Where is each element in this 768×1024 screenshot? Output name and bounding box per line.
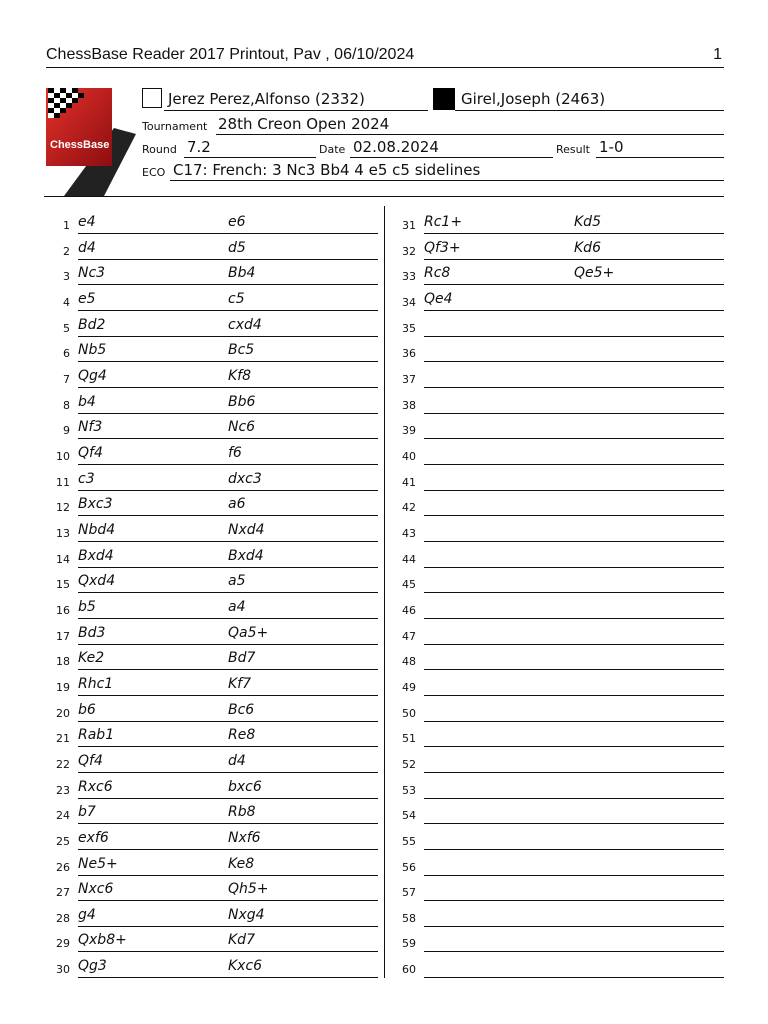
move-underline bbox=[78, 541, 378, 542]
column-divider bbox=[384, 206, 385, 978]
move-underline bbox=[78, 464, 378, 465]
white-move: g4 bbox=[78, 906, 96, 923]
move-number: 4 bbox=[63, 295, 70, 309]
move-row bbox=[48, 240, 378, 266]
move-underline bbox=[424, 875, 724, 876]
move-underline bbox=[424, 977, 724, 978]
white-move: Bd2 bbox=[78, 316, 106, 333]
move-underline bbox=[78, 284, 378, 285]
move-row bbox=[48, 907, 378, 933]
move-row bbox=[48, 214, 378, 240]
move-number: 22 bbox=[56, 757, 70, 771]
white-move: c3 bbox=[78, 470, 95, 487]
white-move: e5 bbox=[78, 290, 96, 307]
move-row bbox=[394, 573, 724, 599]
move-row bbox=[48, 958, 378, 984]
black-move: Bc6 bbox=[228, 701, 255, 718]
move-row bbox=[48, 265, 378, 291]
move-number: 2 bbox=[63, 244, 70, 258]
eco-value: C17: French: 3 Nc3 Bb4 4 e5 c5 sidelines bbox=[173, 161, 481, 179]
black-move: Kf7 bbox=[228, 675, 252, 692]
move-row bbox=[48, 932, 378, 958]
round-label: Round bbox=[142, 143, 177, 156]
move-row bbox=[394, 419, 724, 445]
white-player-line bbox=[164, 110, 428, 111]
tournament-label: Tournament bbox=[142, 120, 208, 133]
move-underline bbox=[424, 721, 724, 722]
move-number: 8 bbox=[63, 398, 70, 412]
move-row bbox=[394, 958, 724, 984]
black-move: Bb4 bbox=[228, 265, 256, 282]
move-underline bbox=[78, 592, 378, 593]
move-row bbox=[394, 240, 724, 266]
black-move: Re8 bbox=[228, 727, 256, 744]
move-underline bbox=[78, 567, 378, 568]
white-move: Ke2 bbox=[78, 650, 105, 667]
move-number: 37 bbox=[402, 372, 416, 386]
black-move: f6 bbox=[228, 444, 242, 461]
move-number: 23 bbox=[56, 783, 70, 797]
move-row bbox=[48, 317, 378, 343]
move-number: 53 bbox=[402, 783, 416, 797]
move-number: 24 bbox=[56, 809, 70, 823]
move-row bbox=[48, 779, 378, 805]
chessbase-logo bbox=[44, 86, 140, 198]
move-number: 49 bbox=[402, 680, 416, 694]
move-number: 46 bbox=[402, 603, 416, 617]
move-row bbox=[48, 342, 378, 368]
white-move: Rhc1 bbox=[78, 675, 114, 692]
move-underline bbox=[78, 233, 378, 234]
white-move: Qf4 bbox=[78, 444, 103, 461]
header-rule bbox=[46, 67, 724, 68]
move-row bbox=[394, 856, 724, 882]
white-move: Rab1 bbox=[78, 727, 115, 744]
move-underline bbox=[424, 541, 724, 542]
move-row bbox=[394, 368, 724, 394]
move-number: 3 bbox=[63, 270, 70, 284]
move-underline bbox=[78, 644, 378, 645]
black-move: Nxg4 bbox=[228, 906, 265, 923]
move-number: 5 bbox=[63, 321, 70, 335]
move-number: 31 bbox=[402, 219, 416, 232]
move-number: 6 bbox=[63, 347, 70, 361]
eco-line bbox=[170, 180, 724, 181]
move-underline bbox=[424, 464, 724, 465]
move-underline bbox=[78, 361, 378, 362]
date-label: Date bbox=[319, 143, 346, 156]
white-move: Nxc6 bbox=[78, 881, 114, 898]
date-value: 02.08.2024 bbox=[353, 138, 439, 156]
black-move: a5 bbox=[228, 573, 246, 590]
move-number: 29 bbox=[56, 937, 70, 951]
move-number: 44 bbox=[402, 552, 416, 566]
move-row bbox=[394, 265, 724, 291]
move-row bbox=[394, 779, 724, 805]
white-move: Qxb8+ bbox=[78, 932, 127, 949]
move-row bbox=[48, 830, 378, 856]
move-underline bbox=[78, 772, 378, 773]
white-piece-icon bbox=[142, 88, 162, 108]
move-number: 27 bbox=[56, 886, 70, 900]
move-row bbox=[394, 522, 724, 548]
move-number: 52 bbox=[402, 757, 416, 771]
move-underline bbox=[78, 951, 378, 952]
move-underline bbox=[424, 515, 724, 516]
white-move: Rc1+ bbox=[424, 214, 463, 230]
black-move: Qe5+ bbox=[574, 265, 615, 282]
round-value: 7.2 bbox=[187, 138, 211, 156]
move-row bbox=[48, 573, 378, 599]
move-underline bbox=[78, 413, 378, 414]
move-number: 1 bbox=[63, 219, 70, 232]
move-row bbox=[48, 522, 378, 548]
move-number: 18 bbox=[56, 655, 70, 669]
black-move: Nxf6 bbox=[228, 829, 261, 846]
move-row bbox=[48, 753, 378, 779]
round-line bbox=[184, 157, 316, 158]
white-move: Qxd4 bbox=[78, 573, 116, 590]
move-number: 57 bbox=[402, 886, 416, 900]
move-number: 32 bbox=[402, 244, 416, 258]
white-move: Bxd4 bbox=[78, 547, 114, 564]
move-underline bbox=[78, 823, 378, 824]
black-move: Nxd4 bbox=[228, 521, 265, 538]
move-underline bbox=[424, 926, 724, 927]
black-move: c5 bbox=[228, 290, 245, 307]
page-number: 1 bbox=[713, 46, 722, 63]
white-move: Qf3+ bbox=[424, 239, 461, 256]
black-move: Qh5+ bbox=[228, 881, 269, 898]
result-label: Result bbox=[556, 143, 590, 156]
black-move: cxd4 bbox=[228, 316, 262, 333]
move-number: 48 bbox=[402, 655, 416, 669]
move-underline bbox=[424, 669, 724, 670]
white-move: b7 bbox=[78, 804, 96, 821]
black-move: Nc6 bbox=[228, 419, 256, 436]
move-underline bbox=[424, 361, 724, 362]
tournament-line bbox=[216, 134, 724, 135]
move-number: 15 bbox=[56, 578, 70, 592]
move-number: 54 bbox=[402, 809, 416, 823]
white-move: b6 bbox=[78, 701, 96, 718]
white-move: Ne5+ bbox=[78, 855, 118, 872]
move-number: 50 bbox=[402, 706, 416, 720]
black-move: Bb6 bbox=[228, 393, 256, 410]
black-move: Kd6 bbox=[574, 239, 601, 256]
move-row bbox=[394, 317, 724, 343]
move-number: 21 bbox=[56, 732, 70, 746]
move-underline bbox=[424, 746, 724, 747]
white-move: Qg3 bbox=[78, 958, 107, 975]
move-number: 25 bbox=[56, 834, 70, 848]
move-row bbox=[48, 419, 378, 445]
move-row bbox=[394, 214, 724, 240]
move-underline bbox=[424, 438, 724, 439]
move-underline bbox=[424, 823, 724, 824]
move-number: 7 bbox=[63, 372, 70, 386]
move-row bbox=[394, 471, 724, 497]
move-number: 33 bbox=[402, 270, 416, 284]
move-underline bbox=[78, 438, 378, 439]
move-number: 28 bbox=[56, 911, 70, 925]
move-underline bbox=[78, 977, 378, 978]
white-move: Rc8 bbox=[424, 265, 451, 282]
move-underline bbox=[424, 798, 724, 799]
move-row bbox=[394, 342, 724, 368]
logo-text: ChessBase bbox=[50, 139, 110, 151]
move-row bbox=[48, 548, 378, 574]
move-row bbox=[48, 804, 378, 830]
white-move: b5 bbox=[78, 598, 96, 615]
black-player-name: Girel,Joseph (2463) bbox=[461, 90, 606, 108]
result-line bbox=[596, 157, 724, 158]
move-underline bbox=[424, 336, 724, 337]
move-number: 13 bbox=[56, 526, 70, 540]
move-number: 9 bbox=[63, 424, 70, 438]
move-row bbox=[48, 856, 378, 882]
white-move: d4 bbox=[78, 239, 96, 256]
move-number: 14 bbox=[56, 552, 70, 566]
move-underline bbox=[78, 798, 378, 799]
move-underline bbox=[424, 772, 724, 773]
move-number: 36 bbox=[402, 347, 416, 361]
move-number: 55 bbox=[402, 834, 416, 848]
white-move: Qe4 bbox=[424, 290, 453, 307]
move-number: 17 bbox=[56, 629, 70, 643]
move-row bbox=[48, 291, 378, 317]
move-underline bbox=[78, 900, 378, 901]
move-number: 51 bbox=[402, 732, 416, 746]
move-row bbox=[48, 445, 378, 471]
move-underline bbox=[78, 387, 378, 388]
move-underline bbox=[424, 849, 724, 850]
black-move: Kd5 bbox=[574, 214, 601, 230]
black-move: dxc3 bbox=[228, 470, 262, 487]
move-row bbox=[394, 830, 724, 856]
move-row bbox=[394, 445, 724, 471]
black-move: Kf8 bbox=[228, 367, 252, 384]
move-row bbox=[394, 291, 724, 317]
move-number: 34 bbox=[402, 295, 416, 309]
move-row bbox=[48, 650, 378, 676]
game-header-rule bbox=[44, 196, 724, 197]
move-underline bbox=[424, 490, 724, 491]
move-underline bbox=[424, 413, 724, 414]
move-number: 45 bbox=[402, 578, 416, 592]
black-move: Kxc6 bbox=[228, 958, 263, 975]
move-row bbox=[48, 471, 378, 497]
move-row bbox=[394, 907, 724, 933]
move-number: 11 bbox=[56, 475, 70, 489]
white-move: Nbd4 bbox=[78, 521, 116, 538]
move-underline bbox=[424, 644, 724, 645]
black-move: d5 bbox=[228, 239, 246, 256]
white-move: b4 bbox=[78, 393, 96, 410]
white-move: Bd3 bbox=[78, 624, 106, 641]
move-row bbox=[48, 676, 378, 702]
move-row bbox=[394, 625, 724, 651]
white-move: Qg4 bbox=[78, 367, 107, 384]
move-row bbox=[48, 727, 378, 753]
move-number: 12 bbox=[56, 501, 70, 515]
white-move: Nb5 bbox=[78, 342, 107, 359]
black-move: d4 bbox=[228, 752, 246, 769]
white-move: Nc3 bbox=[78, 265, 106, 282]
move-row bbox=[394, 394, 724, 420]
result-value: 1-0 bbox=[599, 138, 624, 156]
move-underline bbox=[78, 618, 378, 619]
move-underline bbox=[424, 284, 724, 285]
move-underline bbox=[78, 926, 378, 927]
eco-label: ECO bbox=[142, 166, 166, 179]
black-player-line bbox=[455, 110, 724, 111]
printout-title: ChessBase Reader 2017 Printout, Pav , 06/10/2024 bbox=[46, 46, 415, 63]
move-number: 26 bbox=[56, 860, 70, 874]
move-underline bbox=[78, 515, 378, 516]
move-row bbox=[48, 702, 378, 728]
black-piece-icon bbox=[433, 88, 455, 110]
move-row bbox=[394, 881, 724, 907]
move-number: 56 bbox=[402, 860, 416, 874]
black-move: bxc6 bbox=[228, 778, 262, 795]
move-number: 59 bbox=[402, 937, 416, 951]
white-move: Nf3 bbox=[78, 419, 103, 436]
move-underline bbox=[424, 259, 724, 260]
move-number: 38 bbox=[402, 398, 416, 412]
move-underline bbox=[424, 592, 724, 593]
move-row bbox=[394, 932, 724, 958]
white-player-name: Jerez Perez,Alfonso (2332) bbox=[168, 90, 365, 108]
move-row bbox=[394, 650, 724, 676]
move-underline bbox=[424, 618, 724, 619]
move-number: 19 bbox=[56, 680, 70, 694]
move-number: 41 bbox=[402, 475, 416, 489]
move-row bbox=[394, 676, 724, 702]
move-underline bbox=[78, 336, 378, 337]
move-underline bbox=[78, 490, 378, 491]
move-number: 20 bbox=[56, 706, 70, 720]
tournament-value: 28th Creon Open 2024 bbox=[218, 115, 390, 133]
move-number: 42 bbox=[402, 501, 416, 515]
black-move: a4 bbox=[228, 598, 246, 615]
move-number: 58 bbox=[402, 911, 416, 925]
white-move: Rxc6 bbox=[78, 778, 113, 795]
move-underline bbox=[424, 233, 724, 234]
move-number: 47 bbox=[402, 629, 416, 643]
move-underline bbox=[78, 721, 378, 722]
black-move: Rb8 bbox=[228, 804, 256, 821]
move-underline bbox=[78, 695, 378, 696]
move-number: 40 bbox=[402, 449, 416, 463]
move-underline bbox=[78, 875, 378, 876]
move-row bbox=[48, 496, 378, 522]
move-underline bbox=[424, 387, 724, 388]
move-row bbox=[48, 394, 378, 420]
white-move: Bxc3 bbox=[78, 496, 113, 513]
move-number: 10 bbox=[56, 449, 70, 463]
date-line bbox=[350, 157, 553, 158]
move-underline bbox=[78, 259, 378, 260]
move-number: 43 bbox=[402, 526, 416, 540]
move-underline bbox=[78, 849, 378, 850]
move-row bbox=[48, 599, 378, 625]
move-row bbox=[48, 881, 378, 907]
move-number: 39 bbox=[402, 424, 416, 438]
move-number: 35 bbox=[402, 321, 416, 335]
white-move: Qf4 bbox=[78, 752, 103, 769]
black-move: Bc5 bbox=[228, 342, 255, 359]
move-underline bbox=[424, 567, 724, 568]
move-underline bbox=[78, 310, 378, 311]
move-row bbox=[48, 625, 378, 651]
white-move: exf6 bbox=[78, 829, 109, 846]
black-move: Kd7 bbox=[228, 932, 255, 949]
move-row bbox=[394, 753, 724, 779]
move-row bbox=[394, 727, 724, 753]
black-move: e6 bbox=[228, 214, 246, 230]
black-move: Ke8 bbox=[228, 855, 255, 872]
move-underline bbox=[424, 951, 724, 952]
move-row bbox=[394, 496, 724, 522]
move-underline bbox=[424, 310, 724, 311]
move-row bbox=[394, 702, 724, 728]
move-underline bbox=[78, 746, 378, 747]
move-underline bbox=[78, 669, 378, 670]
move-number: 16 bbox=[56, 603, 70, 617]
black-move: Bd7 bbox=[228, 650, 256, 667]
move-underline bbox=[424, 900, 724, 901]
white-move: e4 bbox=[78, 214, 96, 230]
move-number: 30 bbox=[56, 963, 70, 977]
move-number: 60 bbox=[402, 963, 416, 977]
move-underline bbox=[424, 695, 724, 696]
move-row bbox=[394, 599, 724, 625]
move-row bbox=[48, 368, 378, 394]
move-row bbox=[394, 804, 724, 830]
black-move: Bxd4 bbox=[228, 547, 264, 564]
move-row bbox=[394, 548, 724, 574]
black-move: a6 bbox=[228, 496, 246, 513]
black-move: Qa5+ bbox=[228, 624, 269, 641]
